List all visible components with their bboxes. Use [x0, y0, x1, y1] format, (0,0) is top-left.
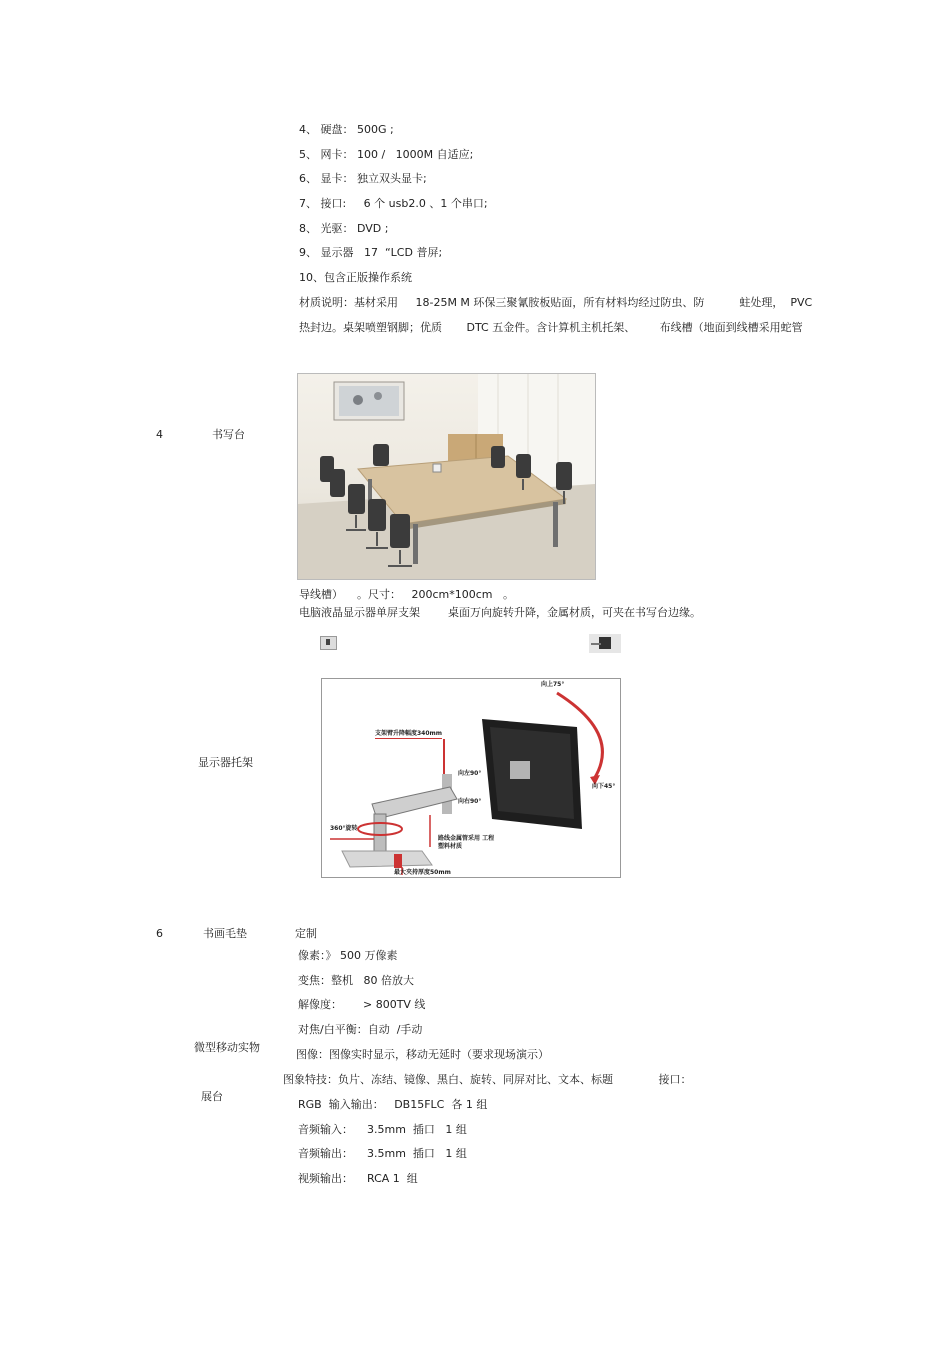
item4-number: 4 — [156, 428, 163, 441]
spec-line-monitor: 9、 显示器 17 “LCD 普屏; — [299, 246, 443, 259]
label-left: 向左90° — [458, 770, 482, 777]
label-material: 路线金属管采用 工程塑料材质 — [438, 835, 495, 850]
item7-spec-rgb: RGB 输入输出： DB15FLC 各 1 组 — [298, 1098, 488, 1111]
item7-spec-focus: 对焦/白平衡：自动 /手动 — [298, 1023, 423, 1036]
label-clamp: 最大夹持厚度50mm — [394, 869, 451, 876]
label-rotate: 360°旋转 — [330, 825, 358, 832]
item6-value: 定制 — [295, 927, 317, 940]
item6-name: 书画毛垫 — [203, 927, 247, 940]
item7-name-line2: 展台 — [201, 1090, 223, 1103]
label-down: 向下45° — [592, 783, 616, 790]
spec-line-harddisk: 4、 硬盘： 500G ; — [299, 123, 394, 136]
monitor-arm-diagram — [321, 678, 621, 878]
item7-spec-effects: 图象特技：负片、冻结、镜像、黑白、旋转、同屏对比、文本、标题 接口： — [283, 1073, 692, 1086]
spec-line-os: 10、包含正版操作系统 — [299, 271, 412, 284]
material-description-line2: 热封边。桌架喷塑钢脚；优质 DTC 五金件。含计算机主机托架、 布线槽（地面到线槽采用蛇管 — [299, 321, 803, 334]
material-description-line1: 材质说明：基材采用 18-25M M 环保三聚氰胺板贴面，所有材料均经过防虫、防 蛀处理， PVC — [299, 296, 813, 309]
item7-spec-audio-out: 音频输出： 3.5mm 插口 1 组 — [298, 1147, 467, 1160]
small-monitor-arm-icon — [320, 636, 337, 650]
item5-name: 显示器托架 — [198, 756, 253, 769]
item7-spec-video-out: 视频输出： RCA 1 组 — [298, 1172, 418, 1185]
spec-line-optical: 8、 光驱： DVD ; — [299, 222, 389, 235]
item7-spec-image: 图像：图像实时显示，移动无延时（要求现场演示） — [296, 1048, 549, 1061]
item7-spec-audio-in: 音频输入： 3.5mm 插口 1 组 — [298, 1123, 467, 1136]
item7-name-line1: 微型移动实物 — [194, 1041, 260, 1054]
label-lift: 支架臂升降幅度340mm — [375, 730, 443, 737]
spec-line-network: 5、 网卡： 100 / 1000M 自适应; — [299, 148, 474, 161]
item7-spec-resolution: 解像度： > 800TV 线 — [298, 998, 426, 1011]
conference-table-photo — [297, 373, 596, 580]
spec-line-graphics: 6、 显卡： 独立双头显卡; — [299, 172, 427, 185]
item7-spec-zoom: 变焦：整机 80 倍放大 — [298, 974, 414, 987]
spec-line-ports: 7、 接口: 6 个 usb2.0 、1 个串口; — [299, 197, 488, 210]
item4-size-line: 导线槽） 。尺寸： 200cm*100cm 。 — [299, 588, 514, 601]
label-right: 向右90° — [458, 798, 482, 805]
item6-number: 6 — [156, 927, 163, 940]
item7-spec-pixels: 像素：》 500 万像素 — [298, 949, 398, 962]
monitor-arm-description: 电脑液晶显示器单屏支架 桌面万向旋转升降，金属材质，可夹在书写台边缘。 — [299, 606, 701, 619]
label-up: 向上75° — [541, 681, 565, 688]
small-monitor-arm-thumbnail-icon — [589, 634, 621, 653]
item4-name: 书写台 — [212, 428, 245, 441]
